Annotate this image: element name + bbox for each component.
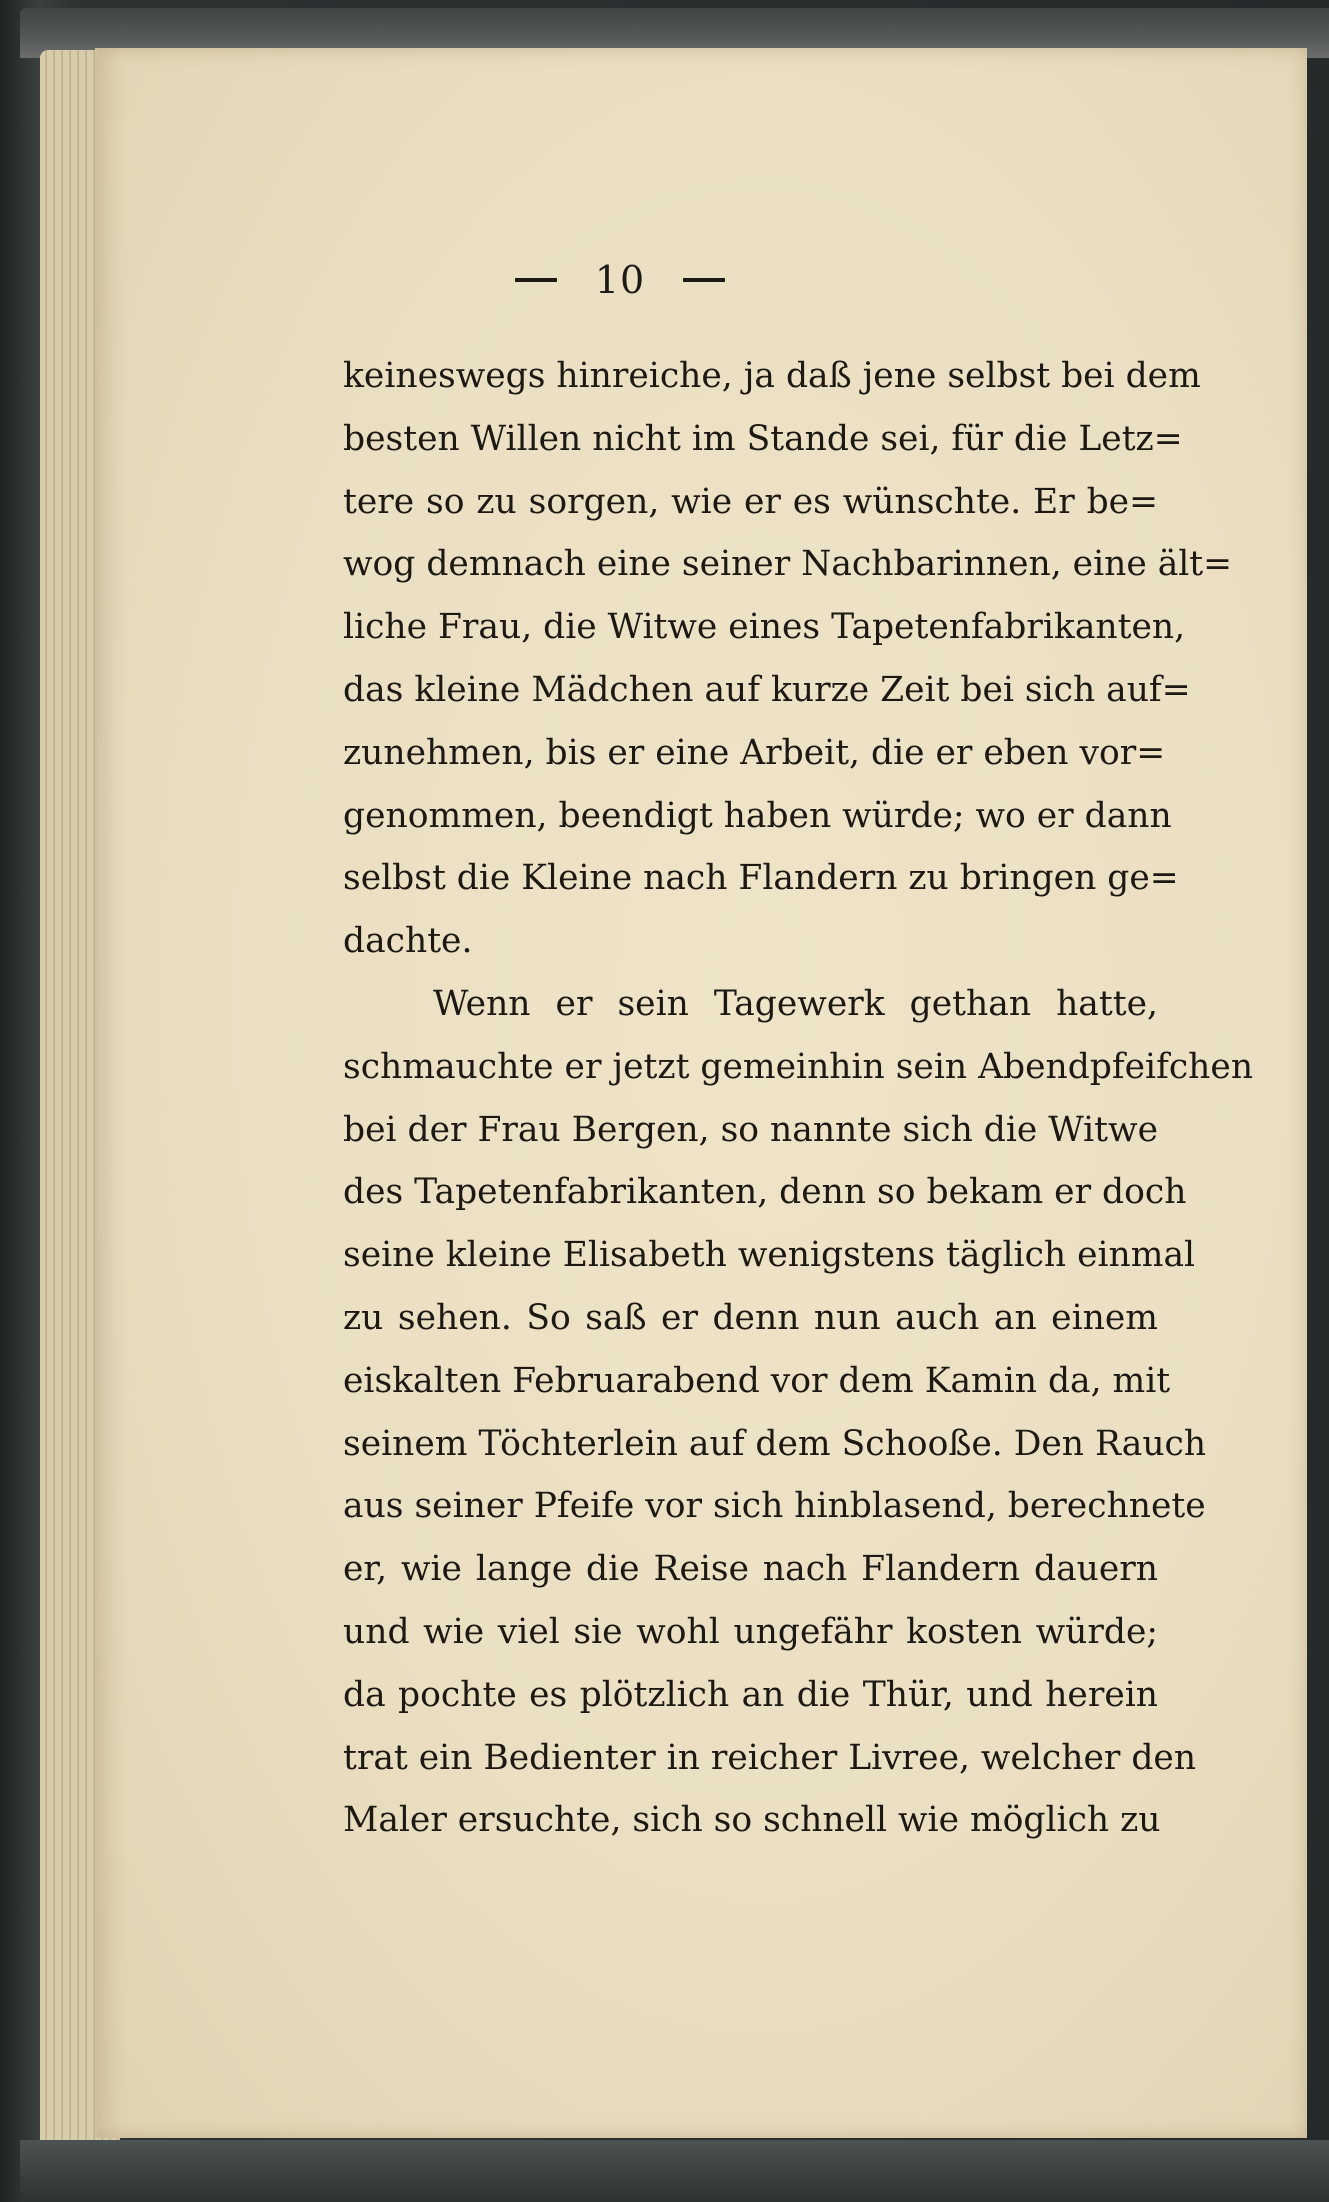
text-line: des Tapetenfabrikanten, denn so bekam er doch [343, 1172, 1187, 1213]
text-line: Wenn er sein Tagewerk gethan hatte, [433, 983, 1158, 1024]
text-line: genommen, beendigt haben würde; wo er dann [343, 795, 1172, 836]
text-line: eiskalten Februarabend vor dem Kamin da, mit [343, 1360, 1171, 1401]
dash-right [683, 278, 725, 282]
page-number: 10 [594, 258, 646, 302]
text-line: dachte. [343, 921, 473, 962]
text-line: Maler ersuchte, sich so schnell wie möglich zu [343, 1800, 1161, 1841]
text-line: zu sehen. So saß er denn nun auch an einem [343, 1297, 1158, 1338]
text-line: seinem Töchterlein auf dem Schooße. Den Rauch [343, 1423, 1207, 1464]
text-line: und wie viel sie wohl ungefähr kosten würde; [343, 1611, 1158, 1652]
text-line: selbst die Kleine nach Flandern zu bringen ge= [343, 858, 1179, 899]
text-line: er, wie lange die Reise nach Flandern dauern [343, 1549, 1158, 1590]
page-number-header [470, 258, 770, 302]
text-line: aus seiner Pfeife vor sich hinblasend, berechnete [343, 1486, 1206, 1527]
book-cover-bottom-edge [20, 2140, 1329, 2202]
text-line: das kleine Mädchen auf kurze Zeit bei sich auf= [343, 669, 1191, 710]
text-line: zunehmen, bis er eine Arbeit, die er eben vor= [343, 732, 1166, 773]
text-line: besten Willen nicht im Stande sei, für die Letz= [343, 418, 1183, 459]
text-line: schmauchte er jetzt gemeinhin sein Abendpfeifchen [343, 1046, 1254, 1087]
text-line: liche Frau, die Witwe eines Tapetenfabrikanten, [343, 607, 1186, 648]
dash-left [515, 278, 557, 282]
body-text [343, 345, 1254, 1852]
text-line: keineswegs hinreiche, ja daß jene selbst bei dem [343, 356, 1201, 396]
text-line: wog demnach eine seiner Nachbarinnen, eine ält= [343, 544, 1233, 585]
text-line: bei der Frau Bergen, so nannte sich die Witwe [343, 1109, 1158, 1150]
text-line: da pochte es plötzlich an die Thür, und herein [343, 1674, 1158, 1715]
text-line: trat ein Bedienter in reicher Livree, welcher den [343, 1737, 1197, 1778]
text-line: seine kleine Elisabeth wenigstens täglich einmal [343, 1235, 1196, 1276]
text-line: tere so zu sorgen, wie er es wünschte. Er be= [343, 481, 1158, 522]
